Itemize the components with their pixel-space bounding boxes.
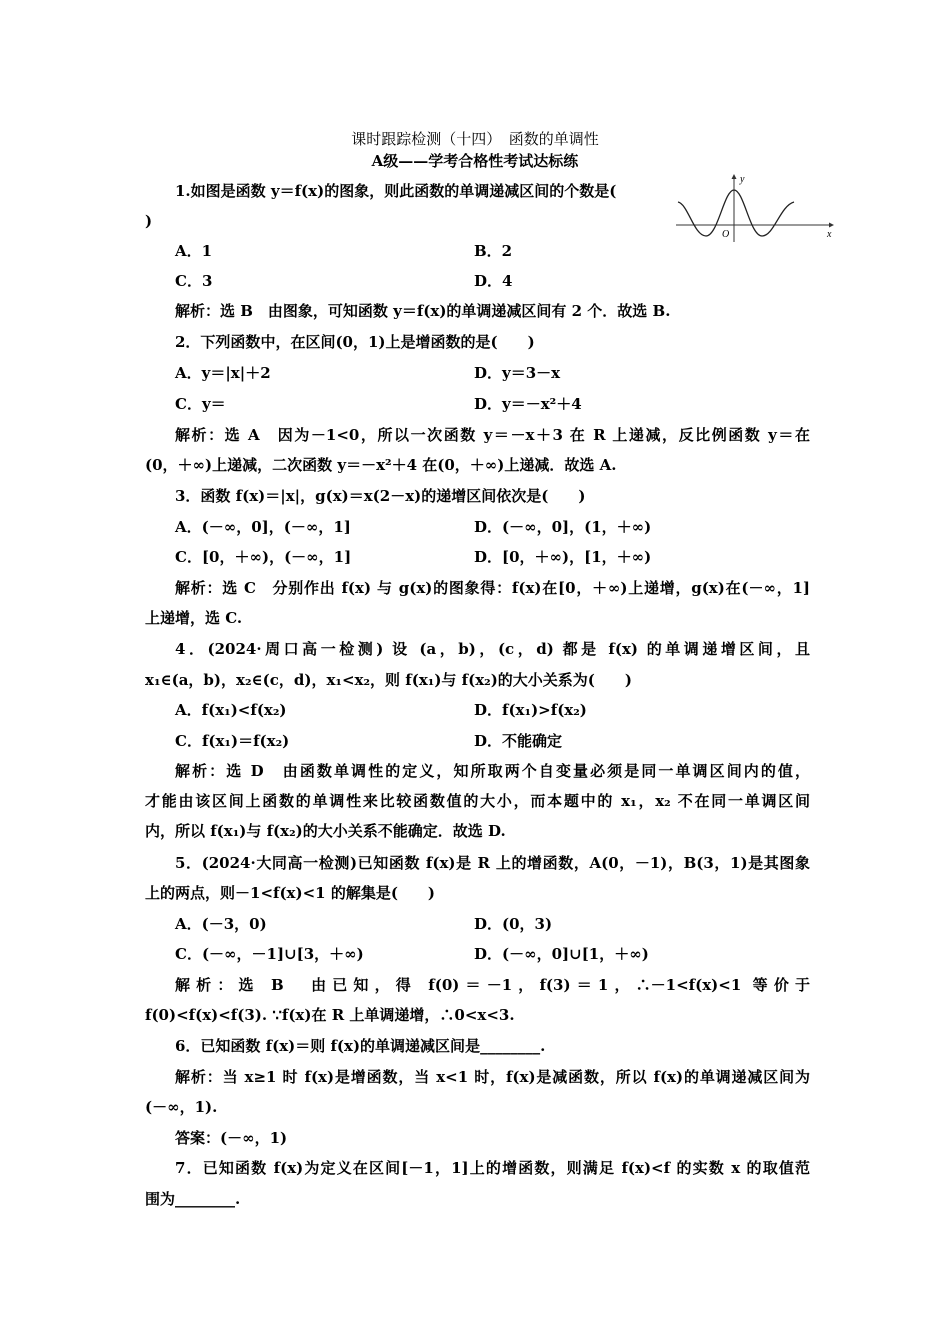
- q5-analysis-line1: 解析：选 B 由已知，得 f(0)＝－1，f(3)＝1，∴－1<f(x)<1 等价于: [175, 976, 810, 994]
- q7-stem-line2: 围为________.: [145, 1190, 241, 1208]
- q3-analysis-line1: 解析：选 C 分别作出 f(x) 与 g(x)的图象得：f(x)在[0，＋∞)上递增，g(x)在(－∞，1]: [175, 579, 810, 597]
- q4-option-c: C．f(x₁)＝f(x₂): [175, 732, 290, 750]
- q4-option-d2: D．不能确定: [474, 732, 563, 750]
- q1-option-b: B．2: [474, 242, 513, 260]
- q4-option-d: D．f(x₁)>f(x₂): [474, 701, 587, 719]
- q2-stem: 2．下列函数中，在区间(0，1)上是增函数的是( ): [175, 333, 535, 351]
- q5-stem-line2: 上的两点，则－1<f(x)<1 的解集是( ): [145, 884, 436, 902]
- x-axis-arrow: [829, 223, 834, 228]
- q5-option-d2: D．(－∞，0]∪[1，＋∞): [474, 945, 649, 963]
- q4-stem-line1: 4．(2024·周口高一检测) 设 (a，b)，(c，d) 都是 f(x) 的单调递增区间，且: [175, 640, 810, 658]
- q3-option-c: C．[0，＋∞)，(－∞，1]: [175, 548, 352, 566]
- q3-option-d2: D．[0，＋∞)，[1，＋∞): [474, 548, 652, 566]
- q2-option-a: A．y＝|x|＋2: [175, 364, 271, 382]
- q4-analysis-line3: 内，所以 f(x₁)与 f(x₂)的大小关系不能确定．故选 D.: [145, 822, 506, 840]
- q2-analysis-line1: 解析：选 A 因为－1<0，所以一次函数 y＝－x＋3 在 R 上递减，反比例函数 y＝在: [175, 426, 810, 444]
- q1-function-graph: [674, 172, 836, 244]
- q3-analysis-line2: 上递增，选 C.: [145, 609, 243, 627]
- q5-stem-line1: 5．(2024·大同高一检测)已知函数 f(x)是 R 上的增函数，A(0，－1)，B(3，1)是其图象: [175, 854, 810, 872]
- q2-option-c: C．y＝: [175, 395, 226, 413]
- q1-stem-end: ): [145, 212, 153, 230]
- q2-option-d2: D．y＝－x²＋4: [474, 395, 582, 413]
- origin-label: O: [722, 229, 730, 240]
- q2-option-d: D．y＝3－x: [474, 364, 561, 382]
- q3-stem: 3．函数 f(x)＝|x|，g(x)＝x(2－x)的递增区间依次是( ): [175, 487, 586, 505]
- q1-option-c: C．3: [175, 272, 213, 290]
- q3-option-a: A．(－∞，0]，(－∞，1]: [175, 518, 351, 536]
- section-subtitle: A级——学考合格性考试达标练: [371, 152, 579, 170]
- q2-analysis-line2: (0，＋∞)上递减，二次函数 y＝－x²＋4 在(0，＋∞)上递减．故选 A.: [145, 456, 617, 474]
- q6-stem: 6．已知函数 f(x)＝则 f(x)的单调递减区间是________.: [175, 1037, 546, 1055]
- q4-analysis-line2: 才能由该区间上函数的单调性来比较函数值的大小，而本题中的 x₁，x₂ 不在同一单调区间: [145, 792, 810, 810]
- q6-analysis-line2: (－∞，1).: [145, 1098, 218, 1116]
- q5-option-c: C．(－∞，－1]∪[3，＋∞): [175, 945, 364, 963]
- q5-option-a: A．(－3，0): [175, 915, 267, 933]
- x-axis-label: x: [827, 229, 832, 240]
- q1-stem: 1.如图是函数 y＝f(x)的图象，则此函数的单调递减区间的个数是(: [175, 182, 617, 200]
- function-curve: [678, 190, 794, 236]
- page-title: 课时跟踪检测（十四） 函数的单调性: [351, 130, 599, 148]
- q3-option-d: D．(－∞，0]，(1，＋∞): [474, 518, 652, 536]
- q7-stem-line1: 7．已知函数 f(x)为定义在区间[－1，1]上的增函数，则满足 f(x)<f 的实数 x 的取值范: [175, 1159, 810, 1177]
- q4-stem-line2: x₁∈(a，b)，x₂∈(c，d)，x₁<x₂，则 f(x₁)与 f(x₂)的大小关系为( ): [145, 671, 633, 689]
- q4-analysis-line1: 解析：选 D 由函数单调性的定义，知所取两个自变量必须是同一单调区间内的值，: [175, 762, 810, 780]
- y-axis-label: y: [740, 174, 745, 185]
- q6-answer: 答案：(－∞，1): [175, 1129, 288, 1147]
- q1-analysis: 解析：选 B 由图象，可知函数 y＝f(x)的单调递减区间有 2 个．故选 B.: [175, 302, 671, 320]
- q4-option-a: A．f(x₁)<f(x₂): [175, 701, 287, 719]
- y-axis-arrow: [732, 174, 737, 179]
- q5-analysis-line2: f(0)<f(x)<f(3). ∵f(x)在 R 上单调递增，∴0<x<3.: [145, 1006, 515, 1024]
- q5-option-d: D．(0，3): [474, 915, 553, 933]
- q6-analysis-line1: 解析：当 x≥1 时 f(x)是增函数，当 x<1 时，f(x)是减函数，所以 f(x)的单调递减区间为: [175, 1068, 810, 1086]
- q1-option-a: A．1: [175, 242, 213, 260]
- q1-option-d: D．4: [474, 272, 513, 290]
